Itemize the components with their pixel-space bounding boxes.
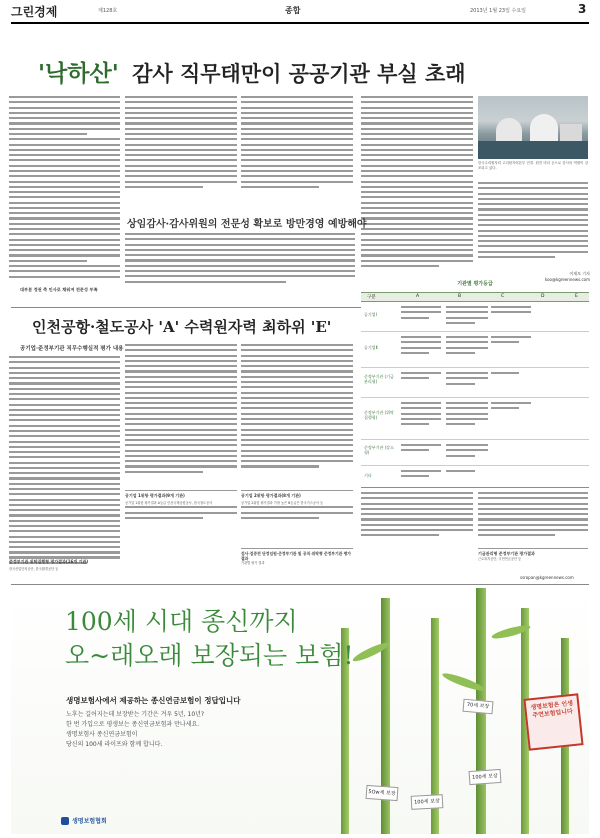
table-row	[361, 440, 589, 466]
ad-stamp	[523, 693, 583, 750]
article-body-col4	[361, 96, 473, 296]
table-row-label: 준정부기관 (위탁집행형)	[364, 410, 394, 420]
info-box-5	[478, 548, 588, 578]
info-box-2-text: 공기업 2위항 평가결과 가장 높은 B등급은 한국가스공사 등	[241, 501, 324, 505]
age-tag: 100세 보장	[469, 769, 502, 785]
info-box-5-title: 기금관리형 준정부기관 평가결과	[478, 551, 535, 556]
table-row-label: 기타	[364, 473, 372, 478]
ad-top-rule	[11, 584, 589, 585]
section2-body-col2	[125, 344, 237, 484]
info-box-3-title: 준정부기관 위탁집행형 평가결과(16개 기관)	[9, 559, 89, 564]
subheadline: 상임감사·감사위원의 전문성 확보로 방만경영 예방해야	[127, 219, 367, 230]
info-box-1-title: 공기업 1위항 평가결과(9개 기관)	[125, 493, 185, 498]
section-name: 그린경제	[11, 5, 58, 19]
byline-2: ssropan@kgreennews.com	[520, 575, 574, 580]
ad-title-line2: 오~래오래 보장되는 보험!	[65, 641, 354, 670]
insurance-ad	[11, 588, 589, 834]
article-body-col2	[125, 96, 237, 196]
table-row-label: 공기업Ⅰ	[364, 312, 377, 317]
byline-email: koo@kgreennews.com	[544, 277, 590, 282]
bold-caption: 대부분 정권 측 인사로 채워져 전문성 부족	[20, 287, 98, 292]
info-box-4-text: 기관별 평가 결과	[241, 561, 265, 565]
grades-table	[361, 278, 589, 488]
ad-subtitle: 생명보험사에서 제공하는 종신연금보험이 정답입니다	[66, 696, 241, 705]
table-row	[361, 466, 589, 488]
age-tag: 70세 보장	[462, 699, 493, 715]
ad-body-line: 당신의 100세 라이프와 함께 합니다.	[66, 741, 163, 748]
table-row	[361, 368, 589, 398]
table-row-label: 준정부기관 (강소형)	[364, 445, 394, 455]
info-box-1-text: 공기업 1위항 평가결과 A등급 인천국제공항공사, 한국철도공사	[125, 501, 213, 505]
table-header-cell: E	[575, 294, 578, 299]
table-header-cell: D	[541, 294, 545, 299]
table-header-row	[361, 292, 589, 302]
age-tag: 5Ow세 보장	[366, 785, 399, 801]
section-divider	[11, 307, 361, 308]
section2-lead: 공기업·준정부기관 직무수행실적 평가 내용	[20, 346, 124, 352]
table-header-cell: B	[458, 294, 462, 299]
section2-body-col1	[9, 356, 120, 576]
info-box-3	[9, 556, 120, 580]
age-tag: 100세 보장	[411, 794, 444, 810]
headline-rest: 감사 직무태만이 공공기관 부실 초래	[132, 61, 466, 86]
table-header-cell: A	[416, 294, 420, 299]
page-header	[0, 0, 600, 22]
info-box-2	[241, 490, 353, 540]
nuclear-plant-photo	[478, 96, 588, 159]
ad-title-line1: 100세 시대 종신까지	[65, 607, 298, 636]
article-body-col3	[241, 96, 353, 196]
info-box-3-text: 한국산업단지공단, 한국환경공단 등	[9, 567, 59, 571]
info-box-4	[241, 548, 353, 578]
table-row	[361, 398, 589, 440]
issue-date: 2013년 1월 23일 수요일	[470, 8, 527, 14]
ad-stamp-text: 생명보험은 인생 주연보험입니다	[530, 699, 574, 720]
info-box-2-title: 공기업 2위항 평가결과(8개 기관)	[241, 493, 301, 498]
byline-name: 이재모 기자	[569, 271, 590, 276]
article-body-lower-right2	[478, 492, 588, 547]
header-rule	[11, 22, 589, 24]
ad-body	[66, 710, 204, 750]
ad-logo-text: 생명보험협회	[72, 818, 107, 825]
table-title: 기관별 평가등급	[457, 281, 493, 287]
association-logo-icon	[61, 817, 69, 825]
main-headline	[38, 55, 568, 88]
info-box-5-text: 근로복지공단, 국민연금공단 등	[478, 557, 522, 561]
edition-number: 제128호	[98, 8, 118, 14]
section2-body-col3	[241, 344, 353, 479]
table-row-label: 준정부기관 (기금관리형)	[364, 374, 394, 384]
table-row	[361, 302, 589, 332]
table-header-cell: 구분	[367, 295, 376, 300]
ad-logo	[61, 816, 107, 825]
info-box-4-title: 검사·검증전 단정임원·준정부기관 및 공직·위탁형 준정부기관 평가결과	[241, 551, 351, 561]
headline-quote: '낙하산'	[38, 60, 119, 87]
category-label: 종합	[285, 6, 301, 15]
table-row	[361, 332, 589, 368]
ad-body-line: 노후는 길어지는데 보장받는 기간은 겨우 5년, 10년?	[66, 711, 205, 718]
table-header-cell: C	[501, 294, 505, 299]
article-body-mid	[125, 233, 355, 293]
article-body-col1	[9, 96, 120, 293]
table-row-label: 공기업Ⅱ	[364, 345, 378, 350]
info-box-1	[125, 490, 237, 540]
page-number: 3	[578, 2, 587, 16]
article-body-col5	[478, 182, 588, 277]
photo-caption: 한국수력원자력 고리원자력본부 전경. 원전 비리 등으로 감사의 역할이 강조되고 있다.	[478, 161, 588, 170]
ad-body-line: 한 번 가입으로 평생보는 종신연금보험과 만나세요.	[66, 721, 200, 728]
article-body-lower-right1	[361, 492, 473, 547]
ad-body-line: 생명보험사 종신연금보험이	[66, 731, 138, 738]
section2-headline: 인천공항·철도공사 'A' 수력원자력 최하위 'E'	[32, 318, 332, 336]
